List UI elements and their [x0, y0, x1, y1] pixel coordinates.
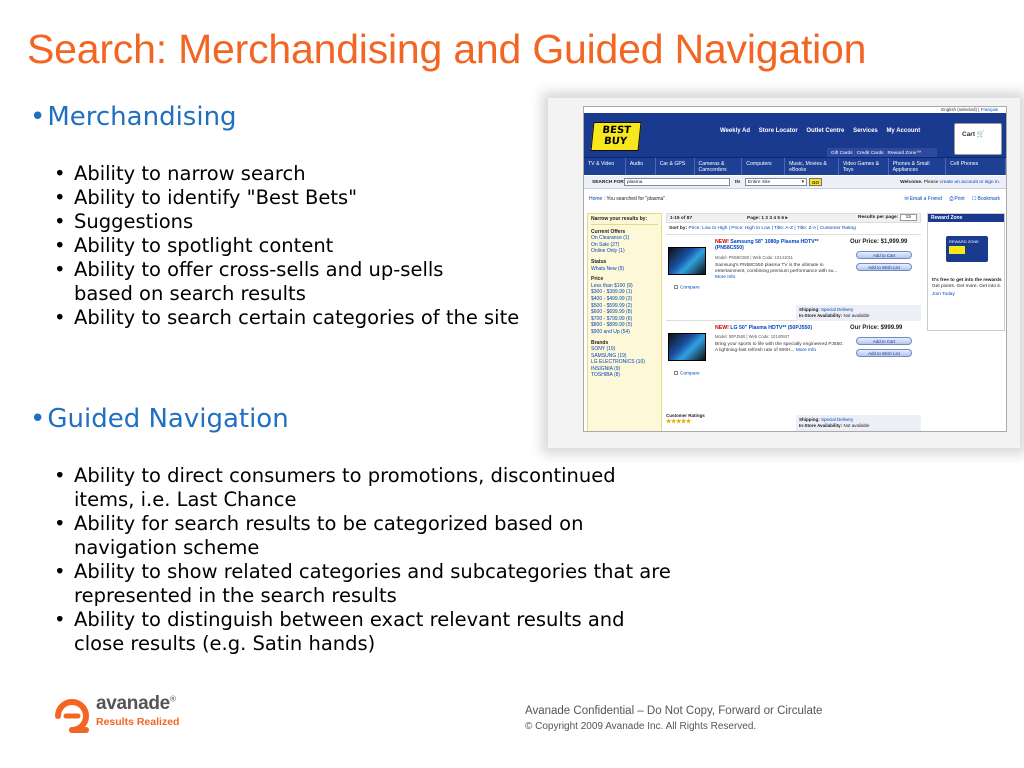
- sub-link[interactable]: Reward Zone™: [887, 151, 922, 156]
- header-links: [720, 128, 927, 134]
- refine-link[interactable]: Online Only (1): [591, 248, 625, 255]
- refine-link[interactable]: $500 - $599.99 (2): [591, 302, 633, 309]
- card-logo-icon: [949, 246, 965, 254]
- reward-zone-panel: [927, 213, 1005, 331]
- search-go-button[interactable]: GO: [809, 178, 822, 186]
- search-scope-select[interactable]: [745, 178, 807, 186]
- refine-group-title: Status: [591, 258, 607, 265]
- shipping-info: [796, 305, 921, 321]
- registered-mark: ®: [169, 694, 176, 704]
- nav-tab[interactable]: Audio: [626, 158, 656, 175]
- rpp-value: 15: [900, 214, 917, 221]
- refine-header: Narrow your results by:: [591, 216, 658, 225]
- nav-tab[interactable]: Cell Phones: [946, 158, 1006, 175]
- refine-link[interactable]: SONY (19): [591, 346, 616, 353]
- avanade-wordmark: [96, 693, 176, 715]
- store-value: Not available: [843, 422, 870, 428]
- breadcrumb-home-link[interactable]: Home: [589, 196, 603, 202]
- product-result: [666, 237, 921, 321]
- results-pager: [666, 213, 921, 223]
- list-item: • Ability to distinguish between exact relevant results and close results (e.g. Satin hands): [47, 608, 667, 656]
- search-results: [666, 213, 921, 432]
- refine-link[interactable]: INSIGNIA (9): [591, 365, 621, 372]
- slide-title: Search: Merchandising and Guided Navigation: [27, 26, 867, 72]
- bullet-dot: •: [30, 102, 46, 132]
- list-item: • Ability to show related categories and subcategories that are represented in the search results: [47, 560, 687, 608]
- refine-link[interactable]: $300 - $399.99 (1): [591, 289, 633, 296]
- print-link[interactable]: Print: [954, 196, 965, 202]
- store-label: In-Store Availability:: [799, 422, 843, 428]
- print-icon: ⎙: [949, 196, 954, 202]
- ratings-label: Customer Ratings: [666, 413, 705, 418]
- product-model: Model: PN58C550 | Web Code: 10141011: [715, 255, 793, 260]
- compare-checkbox[interactable]: [674, 371, 700, 376]
- chevron-down-icon: ▾: [801, 180, 804, 185]
- list-item: • Ability to spotlight content: [47, 234, 552, 258]
- description-text: Bring your sports to life with the specially engineered PJ550. A lightning-fast refresh rate of 600H...: [715, 342, 844, 353]
- nav-tab[interactable]: Computers: [742, 158, 785, 175]
- site-header: [584, 113, 1006, 157]
- welcome-text: Please: [923, 180, 939, 185]
- search-input[interactable]: plasma: [624, 178, 730, 186]
- language-current: English (selected) |: [941, 107, 980, 112]
- add-to-cart-button[interactable]: Add to Cart: [856, 251, 912, 259]
- refine-link[interactable]: Less than $100 (9): [591, 282, 633, 289]
- avanade-logo: [52, 694, 192, 734]
- nav-tab[interactable]: Phones & Small Appliances: [889, 158, 947, 175]
- best-buy-logo[interactable]: [590, 122, 641, 151]
- add-to-wish-list-button[interactable]: Add to Wish List: [856, 349, 912, 357]
- product-price: Our Price: $1,999.99: [850, 239, 908, 245]
- header-link[interactable]: Services: [853, 128, 878, 134]
- refine-link[interactable]: TOSHIBA (8): [591, 372, 621, 379]
- new-badge: NEW!: [715, 239, 729, 245]
- welcome-bold: Welcome.: [900, 180, 923, 185]
- cart-label: Cart: [962, 131, 976, 138]
- compare-checkbox[interactable]: [674, 285, 700, 290]
- avanade-logo-mark-icon: [52, 694, 92, 734]
- checkbox-icon: [674, 371, 678, 375]
- reward-title: It's free to get into the rewards: [932, 278, 1002, 283]
- refine-link[interactable]: On Sale (27): [591, 241, 620, 248]
- compare-label: Compare: [680, 371, 700, 377]
- star-rating-icon: ★★★★★: [666, 419, 691, 425]
- sort-label: Sort by:: [669, 226, 688, 231]
- refine-link[interactable]: On Clearance (1): [591, 235, 630, 242]
- merchandising-list: [47, 162, 552, 330]
- list-item: • Ability for search results to be categorized based on navigation scheme: [47, 512, 627, 560]
- cart-button[interactable]: [954, 123, 1002, 155]
- sort-links[interactable]: Price: Low to High | Price: High to Low | Title: A-Z | Title: Z-A | Customer Rating: [688, 226, 856, 231]
- nav-tab[interactable]: Music, Movies & eBooks: [785, 158, 839, 175]
- nav-tab[interactable]: Car & GPS: [656, 158, 695, 175]
- list-item: • Ability to narrow search: [47, 162, 552, 186]
- breadcrumb: [589, 196, 665, 202]
- section-heading-text: Merchandising: [47, 102, 237, 132]
- reward-card-image[interactable]: [946, 236, 988, 262]
- category-nav: [584, 157, 1006, 175]
- page-links[interactable]: Page: 1 2 3 4 5 6 ▸: [747, 216, 788, 221]
- product-image-tv[interactable]: [668, 333, 706, 361]
- add-to-cart-button[interactable]: Add to Cart: [856, 337, 912, 345]
- product-model: Model: 50PJ550 | Web Code: 10140847: [715, 334, 790, 339]
- refine-link[interactable]: $700 - $799.99 (6): [591, 315, 633, 322]
- more-info-link[interactable]: More Info: [715, 274, 736, 280]
- bookmark-icon: ☐: [972, 196, 977, 202]
- breadcrumb-text: : You searched for "plasma": [603, 196, 666, 202]
- bullet-dot: •: [30, 404, 46, 434]
- section-heading-text: Guided Navigation: [47, 404, 289, 434]
- refine-link[interactable]: $600 - $699.99 (8): [591, 309, 633, 316]
- add-to-wish-list-button[interactable]: Add to Wish List: [856, 263, 912, 271]
- refine-link[interactable]: $400 - $499.99 (2): [591, 295, 633, 302]
- product-description: [715, 342, 847, 354]
- sub-link[interactable]: Gift Cards: [831, 151, 853, 156]
- join-today-link[interactable]: Join Today: [932, 291, 955, 297]
- results-count: 1-15 of 87: [670, 216, 693, 221]
- wordmark-text: avanade: [96, 693, 170, 714]
- new-badge: NEW!: [715, 325, 729, 331]
- list-item: • Ability to search certain categories of the site: [47, 306, 552, 330]
- nav-tab[interactable]: Video Games & Toys: [839, 158, 889, 175]
- list-item: • Ability to identify "Best Bets": [47, 186, 552, 210]
- product-name: Samsung 58" 1080p Plasma HDTV** (PN58C550): [715, 239, 819, 251]
- email-icon: ✉: [904, 196, 909, 202]
- shipping-info: [796, 415, 921, 431]
- section-heading-guided-navigation: [30, 404, 289, 434]
- search-scope-value: Entire Site: [748, 180, 771, 185]
- refine-link[interactable]: SAMSUNG (19): [591, 352, 627, 359]
- refine-link[interactable]: $900 and Up (54): [591, 328, 630, 335]
- header-link[interactable]: Store Locator: [758, 128, 798, 134]
- page-tools: [898, 196, 1000, 202]
- list-item: • Suggestions: [47, 210, 552, 234]
- header-link[interactable]: My Account: [886, 128, 921, 134]
- refine-link[interactable]: $800 - $899.99 (5): [591, 322, 633, 329]
- product-price: Our Price: $999.99: [850, 325, 903, 331]
- customer-ratings: [666, 412, 705, 426]
- product-description: [715, 263, 847, 280]
- refine-group-title: Current Offers: [591, 228, 626, 235]
- sort-options: [666, 223, 921, 235]
- refine-group-title: Price: [591, 276, 604, 283]
- language-selector[interactable]: [941, 107, 998, 112]
- compare-label: Compare: [680, 285, 700, 291]
- search-bar: [584, 176, 1006, 189]
- language-french-link[interactable]: Français: [980, 107, 998, 112]
- avanade-tagline: Results Realized: [96, 716, 180, 728]
- refine-link[interactable]: LG ELECTRONICS (10): [591, 359, 645, 366]
- refine-group-title: Brands: [591, 339, 609, 346]
- reward-zone-header: Reward Zone: [928, 214, 1004, 222]
- header-link[interactable]: Outlet Centre: [806, 128, 845, 134]
- nav-tab[interactable]: TV & Video: [584, 158, 626, 175]
- search-in-label: IN: [735, 180, 740, 185]
- section-heading-merchandising: [30, 102, 237, 132]
- sub-link[interactable]: Credit Cards: [856, 151, 884, 156]
- welcome-message: [900, 180, 1000, 185]
- product-name: LG 50" Plasma HDTV** (50PJ550): [730, 325, 813, 331]
- refine-link[interactable]: Whats New (9): [591, 265, 625, 272]
- shipping-link[interactable]: Special Delivery: [821, 417, 854, 422]
- store-label: In-Store Availability:: [799, 312, 843, 318]
- copyright-notice: © Copyright 2009 Avanade Inc. All Rights Reserved.: [525, 721, 757, 732]
- description-text: Samsung's PN58C550 plasma TV is the ultimate in entertainment, combining premium performance with su...: [715, 263, 838, 274]
- shipping-label: Shipping:: [799, 307, 820, 312]
- more-info-link[interactable]: More Info: [795, 347, 817, 353]
- list-item: • Ability to direct consumers to promotions, discontinued items, i.e. Last Chance: [47, 464, 659, 512]
- email-friend-link[interactable]: Email a Friend: [909, 196, 942, 202]
- results-per-page[interactable]: [858, 215, 917, 220]
- shipping-label: Shipping:: [799, 417, 820, 422]
- bookmark-link[interactable]: Bookmark: [977, 196, 1000, 202]
- product-image-tv[interactable]: [668, 247, 706, 275]
- shipping-link[interactable]: Special Delivery: [821, 307, 854, 312]
- checkbox-icon: [674, 285, 678, 289]
- embedded-website-screenshot: [583, 106, 1007, 432]
- refine-sidebar: [587, 213, 662, 432]
- confidential-notice: Avanade Confidential – Do Not Copy, Forward or Circulate: [525, 705, 823, 717]
- list-item: • Ability to offer cross-sells and up-sells based on search results: [47, 258, 502, 306]
- reward-card-text: REWARD ZONE: [949, 239, 979, 244]
- header-link[interactable]: Weekly Ad: [720, 128, 751, 134]
- rpp-label: Results per page:: [858, 215, 899, 220]
- product-title-link[interactable]: [715, 239, 845, 251]
- search-label: SEARCH FOR: [592, 180, 624, 185]
- sign-in-link[interactable]: create an account or sign in.: [939, 180, 1000, 185]
- nav-tab[interactable]: Cameras & Camcorders: [695, 158, 743, 175]
- store-value: Not available: [843, 312, 870, 318]
- logo-text: BEST BUY: [601, 125, 632, 147]
- reward-zone-text: [932, 278, 1002, 297]
- guided-navigation-list: [47, 464, 687, 656]
- cart-icon: 🛒: [976, 131, 985, 138]
- reward-text: Get points. Get more. Get into it.: [932, 283, 1002, 289]
- product-title-link[interactable]: [715, 325, 845, 331]
